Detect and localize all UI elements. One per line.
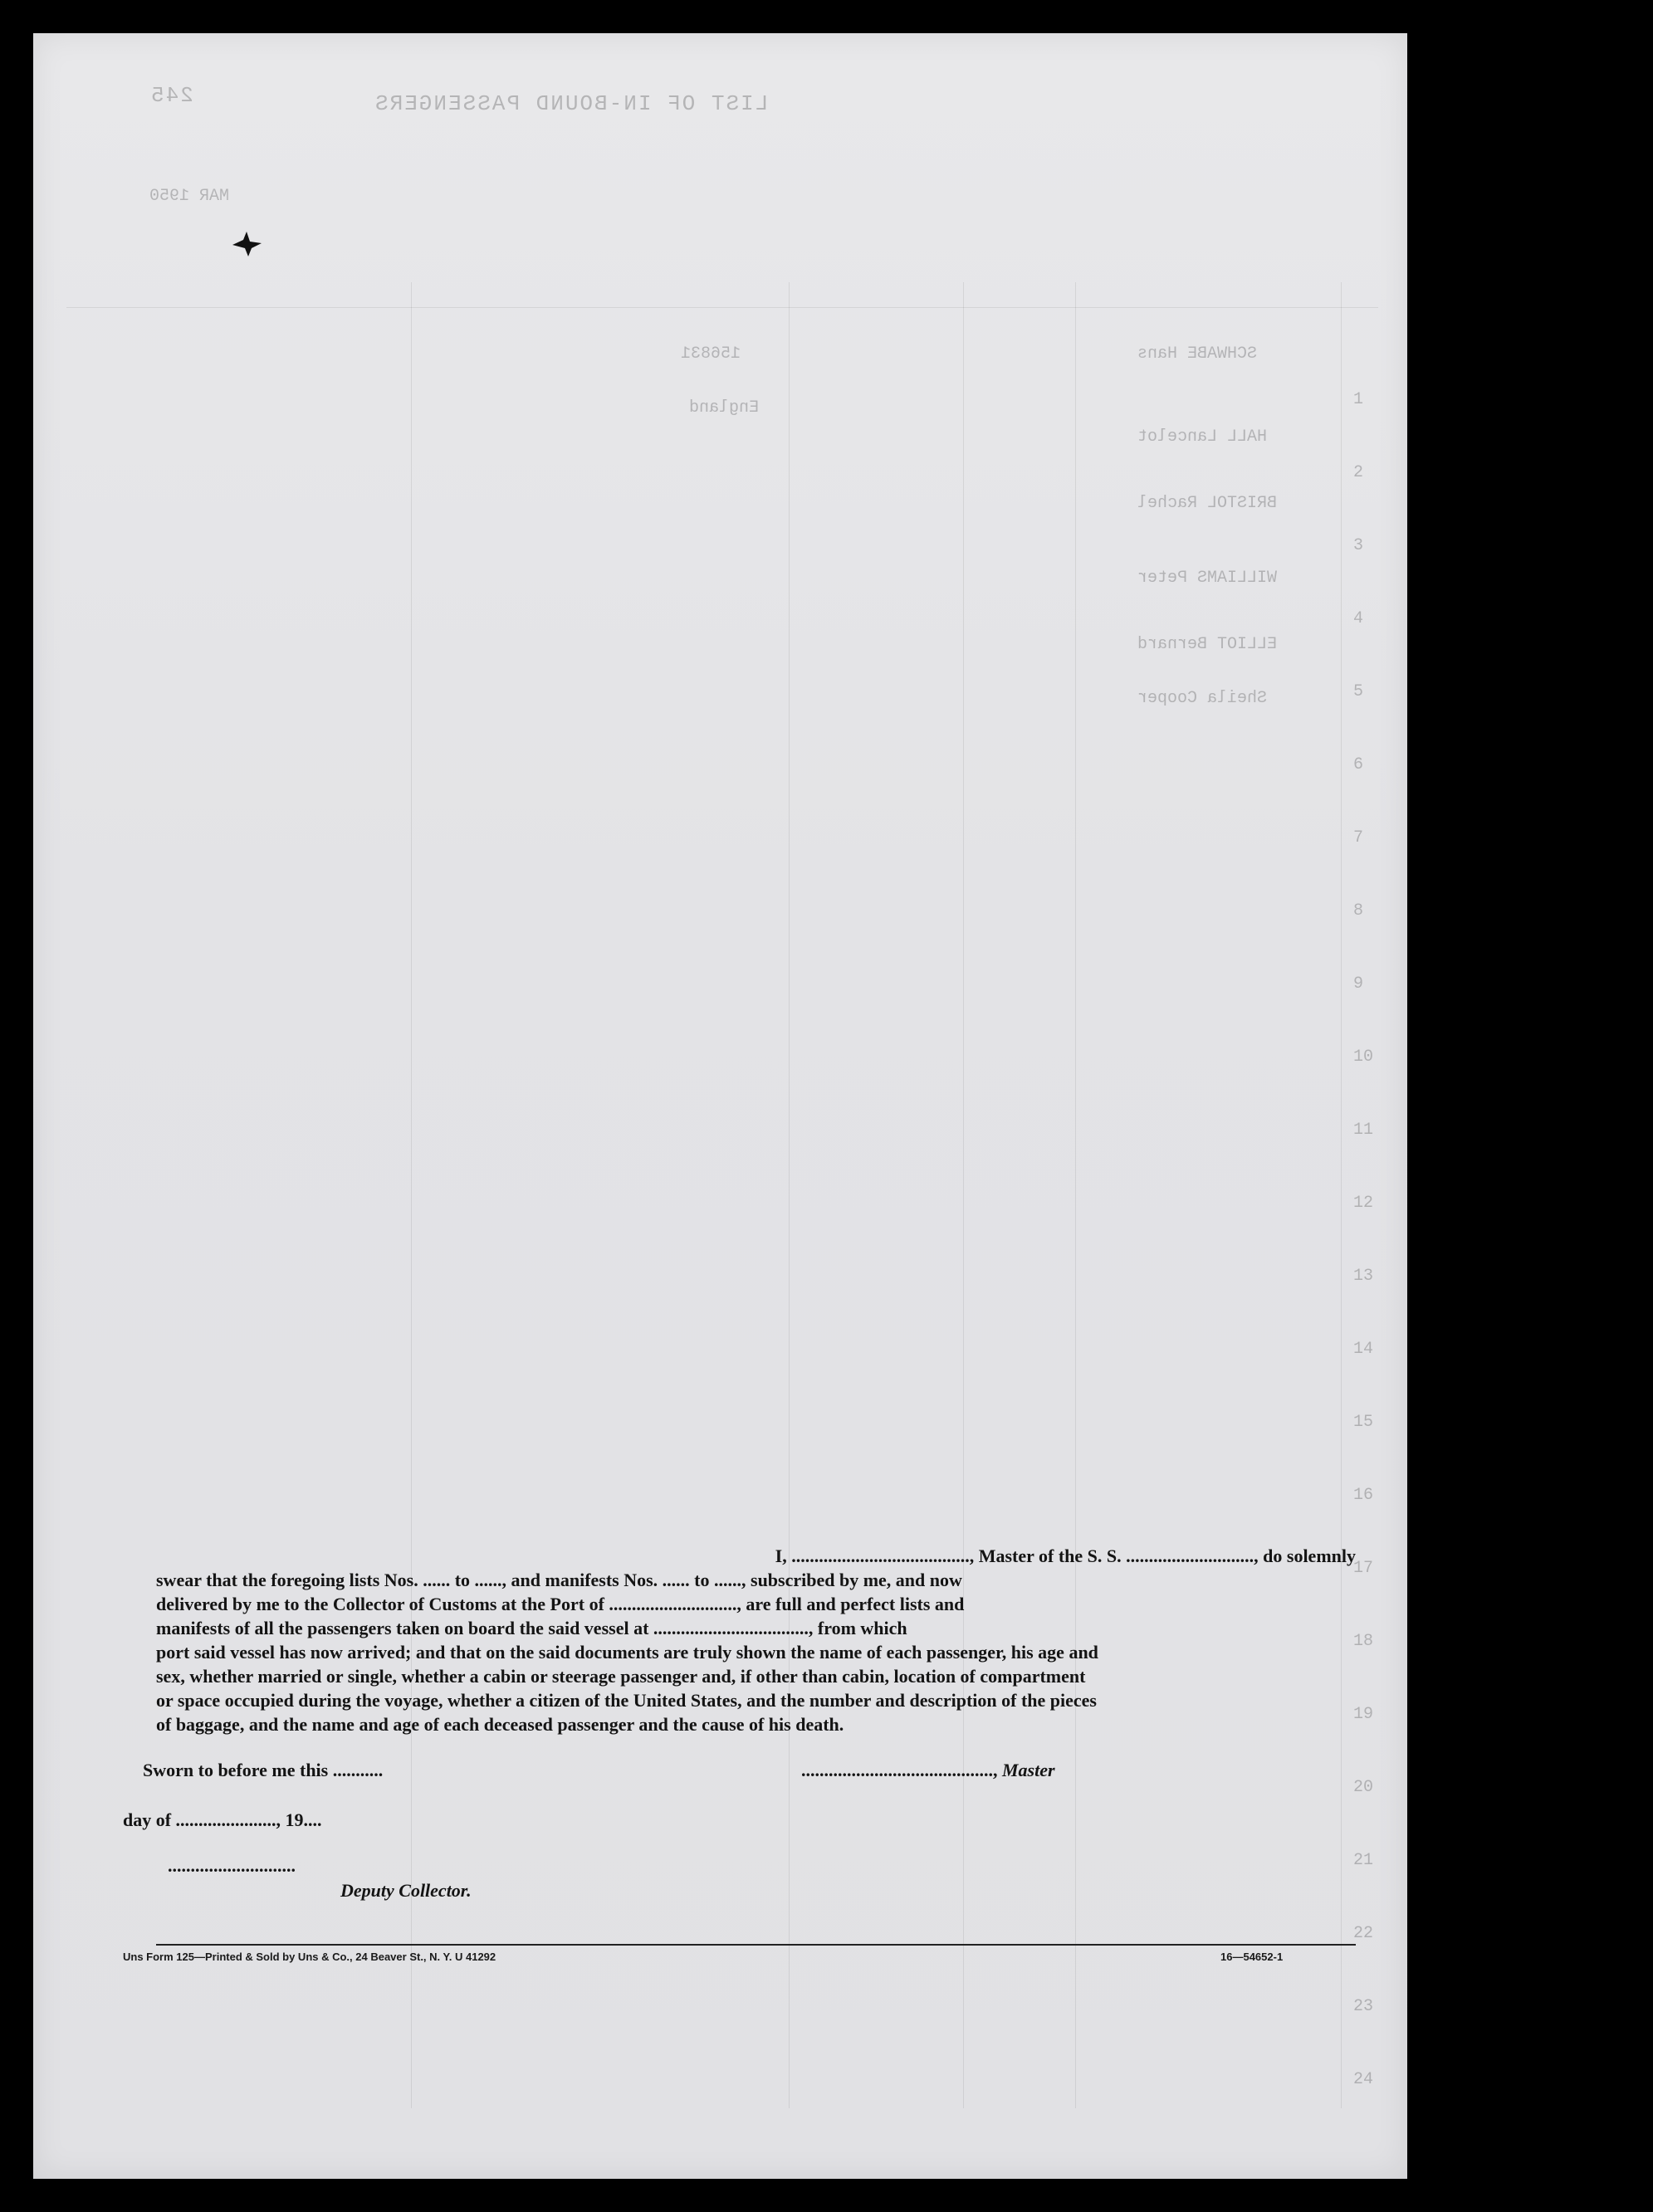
bleed-margin-number: 19 xyxy=(1353,1705,1374,1724)
bleed-margin-number: 11 xyxy=(1353,1121,1374,1140)
bleed-row3-name: BRISTOL Rachel xyxy=(1137,494,1278,513)
bleed-margin-number: 15 xyxy=(1353,1413,1374,1432)
deputy-dots: ............................ xyxy=(168,1855,296,1876)
oath-line: I, ......................................., Master of the S. S. ............................, do solemnly xyxy=(775,1545,1356,1566)
oath-line: port said vessel has now arrived; and that on the said documents are truly shown the name of each passenger, his age and xyxy=(156,1642,1098,1663)
ink-mark-icon xyxy=(228,228,270,261)
day-line: day of ......................, 19.... xyxy=(123,1809,322,1830)
punch-hole xyxy=(1446,241,1489,284)
bleed-margin-number: 7 xyxy=(1353,828,1364,847)
bleed-column-line xyxy=(789,282,790,2108)
bleed-row4-name: WILLIAMS Peter xyxy=(1137,569,1278,588)
punch-hole xyxy=(1428,1952,1471,1995)
master-label: Master xyxy=(1002,1760,1055,1780)
bleed-margin-number: 17 xyxy=(1353,1559,1374,1578)
bleed-margin-number: 13 xyxy=(1353,1267,1374,1286)
bleed-margin-number: 5 xyxy=(1353,682,1364,701)
bleed-margin-number: 23 xyxy=(1353,1997,1374,2016)
punch-hole xyxy=(1428,596,1471,639)
footer-form-number: 16—54652-1 xyxy=(1220,1951,1284,1963)
bleed-margin-number: 18 xyxy=(1353,1632,1374,1651)
oath-line: delivered by me to the Collector of Customs at the Port of ............................, are full and perfect lists and xyxy=(156,1594,965,1614)
bleed-row1-num: 156831 xyxy=(681,344,741,364)
bleed-margin-number: 10 xyxy=(1353,1047,1374,1067)
punch-hole xyxy=(1428,1446,1471,1489)
bleed-row-line xyxy=(66,307,1378,308)
footer-rule xyxy=(156,1944,1356,1946)
punch-hole xyxy=(1453,1079,1496,1122)
bleed-margin-number: 21 xyxy=(1353,1851,1374,1870)
deputy-collector-label: Deputy Collector. xyxy=(340,1880,472,1901)
punch-hole xyxy=(1430,2077,1473,2120)
oath-line: manifests of all the passengers taken on board the said vessel at .................................., from which xyxy=(156,1618,907,1638)
punch-hole xyxy=(1428,85,1471,128)
oath-line: sex, whether married or single, whether a cabin or steerage passenger and, if other than cabin, location of compartment xyxy=(156,1666,1086,1687)
sworn-label: Sworn to before me this ........... xyxy=(143,1760,384,1780)
bleed-column-line xyxy=(411,282,412,2108)
oath-line: swear that the foregoing lists Nos. ...... to ......, and manifests Nos. ...... to ......, subscribed by me, and now xyxy=(156,1570,962,1590)
scan-edge-mark xyxy=(1609,1598,1611,1629)
bleed-margin-number: 9 xyxy=(1353,974,1364,994)
bleed-margin-number: 12 xyxy=(1353,1194,1374,1213)
bleed-margin-number: 1 xyxy=(1353,390,1364,409)
punch-hole xyxy=(1428,727,1471,770)
bleed-column-line xyxy=(963,282,964,2108)
bleed-margin-number: 8 xyxy=(1353,901,1364,920)
oath-line: of baggage, and the name and age of each deceased passenger and the cause of his death. xyxy=(156,1714,844,1735)
bleed-margin-number: 22 xyxy=(1353,1924,1374,1943)
bleed-margin-number: 14 xyxy=(1353,1340,1374,1359)
bleed-row2-place: England xyxy=(689,398,760,417)
bleed-column-line xyxy=(1075,282,1076,2108)
footer-printer-info: Uns Form 125—Printed & Sold by Uns & Co., 24 Beaver St., N. Y. U 41292 xyxy=(123,1951,496,1963)
bleed-header-title: LIST OF IN-BOUND PASSENGERS xyxy=(374,91,769,116)
bleed-column-line xyxy=(1341,282,1342,2108)
scan-edge-mark xyxy=(1602,1716,1605,1728)
bleed-margin-number: 20 xyxy=(1353,1778,1374,1797)
oath-paragraph xyxy=(156,1544,1356,1736)
bleed-row6-name: Sheila Cooper xyxy=(1137,689,1268,708)
manifest-page xyxy=(33,33,1407,2179)
oath-line: or space occupied during the voyage, whether a citizen of the United States, and the number and description of the pieces xyxy=(156,1690,1097,1711)
bleed-row1-name: SCHWABE Hans xyxy=(1137,344,1258,364)
bleed-margin-number: 2 xyxy=(1353,463,1364,482)
bleed-margin-number: 3 xyxy=(1353,536,1364,555)
bleed-date-stamp: MAR 1950 xyxy=(149,187,230,206)
bleed-margin-number: 4 xyxy=(1353,609,1364,628)
bleed-page-number: 245 xyxy=(149,83,193,108)
bleed-row5-name: ELLIOT Bernard xyxy=(1137,635,1278,654)
bleed-margin-number: 6 xyxy=(1353,755,1364,774)
master-signature-line xyxy=(801,1760,1055,1781)
bleed-row2-name: HALL Lancelot xyxy=(1137,427,1268,447)
bleed-margin-number: 24 xyxy=(1353,2070,1374,2089)
punch-hole xyxy=(1435,1574,1478,1617)
bleed-margin-number: 16 xyxy=(1353,1486,1374,1505)
master-dots: .........................................., xyxy=(801,1760,998,1780)
